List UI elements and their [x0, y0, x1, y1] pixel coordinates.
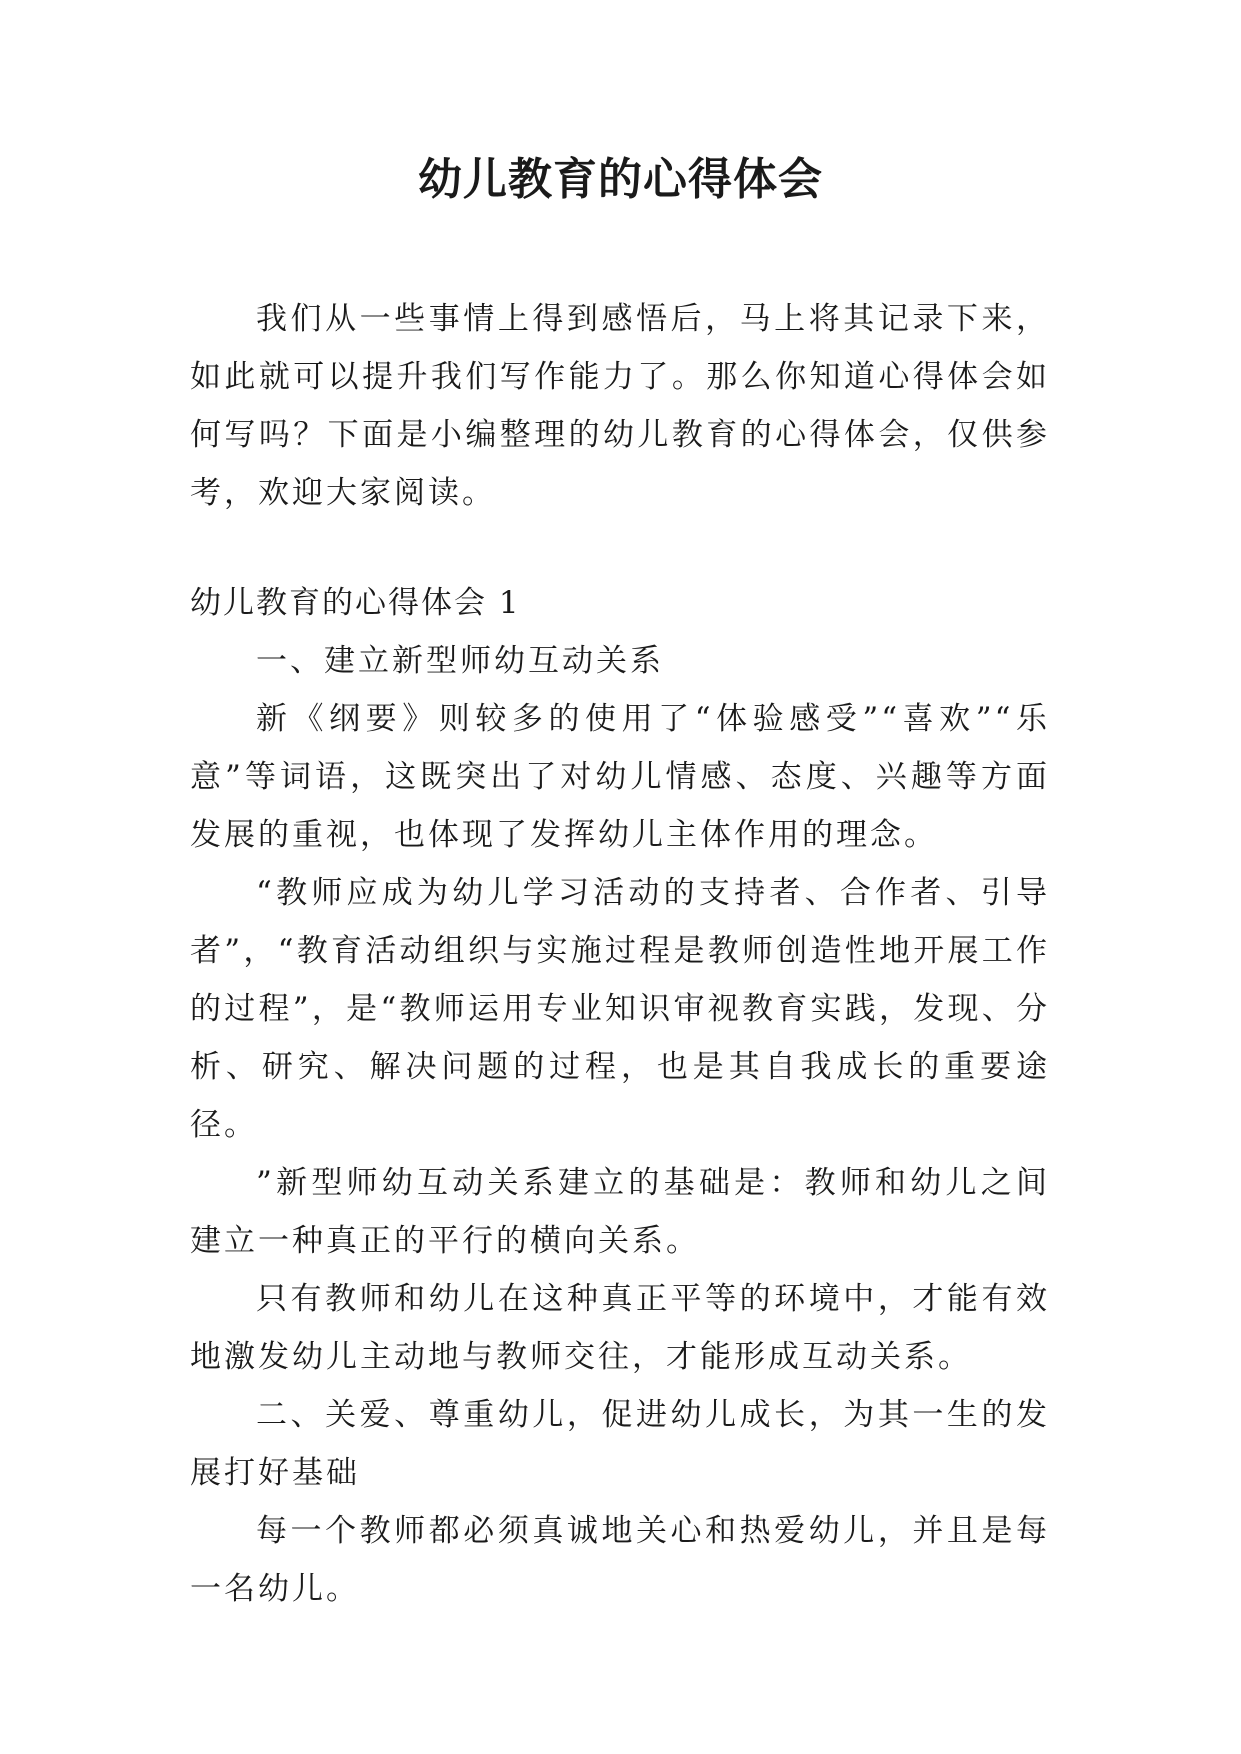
intro-paragraph: 我们从一些事情上得到感悟后，马上将其记录下来，如此就可以提升我们写作能力了。那么你知道心得体会如何写吗？下面是小编整理的幼儿教育的心得体会，仅供参考，欢迎大家阅读。	[190, 301, 1050, 511]
section-spacer	[190, 522, 1050, 574]
paragraph-4: 只有教师和幼儿在这种真正平等的环境中，才能有效地激发幼儿主动地与教师交往，才能形成互动关系。	[190, 1281, 1050, 1375]
subheading-1: 一、建立新型师幼互动关系	[256, 643, 664, 679]
document-body	[190, 290, 1050, 1618]
subheading-2: 二、关爱、尊重幼儿，促进幼儿成长，为其一生的发展打好基础	[190, 1397, 1050, 1491]
document-title: 幼儿教育的心得体会	[418, 154, 823, 205]
section-heading: 幼儿教育的心得体会 1	[190, 585, 521, 621]
paragraph-1: 新《纲要》则较多的使用了“体验感受”“喜欢”“乐意”等词语，这既突出了对幼儿情感、态度、兴趣等方面发展的重视，也体现了发挥幼儿主体作用的理念。	[190, 701, 1050, 853]
paragraph-3: ”新型师幼互动关系建立的基础是：教师和幼儿之间建立一种真正的平行的横向关系。	[190, 1165, 1050, 1259]
paragraph-2: “教师应成为幼儿学习活动的支持者、合作者、引导者”，“教育活动组织与实施过程是教师创造性地开展工作的过程”，是“教师运用专业知识审视教育实践，发现、分析、研究、解决问题的过程，也是其自我成长的重要途径。	[190, 875, 1050, 1143]
paragraph-5: 每一个教师都必须真诚地关心和热爱幼儿，并且是每一名幼儿。	[190, 1513, 1050, 1607]
